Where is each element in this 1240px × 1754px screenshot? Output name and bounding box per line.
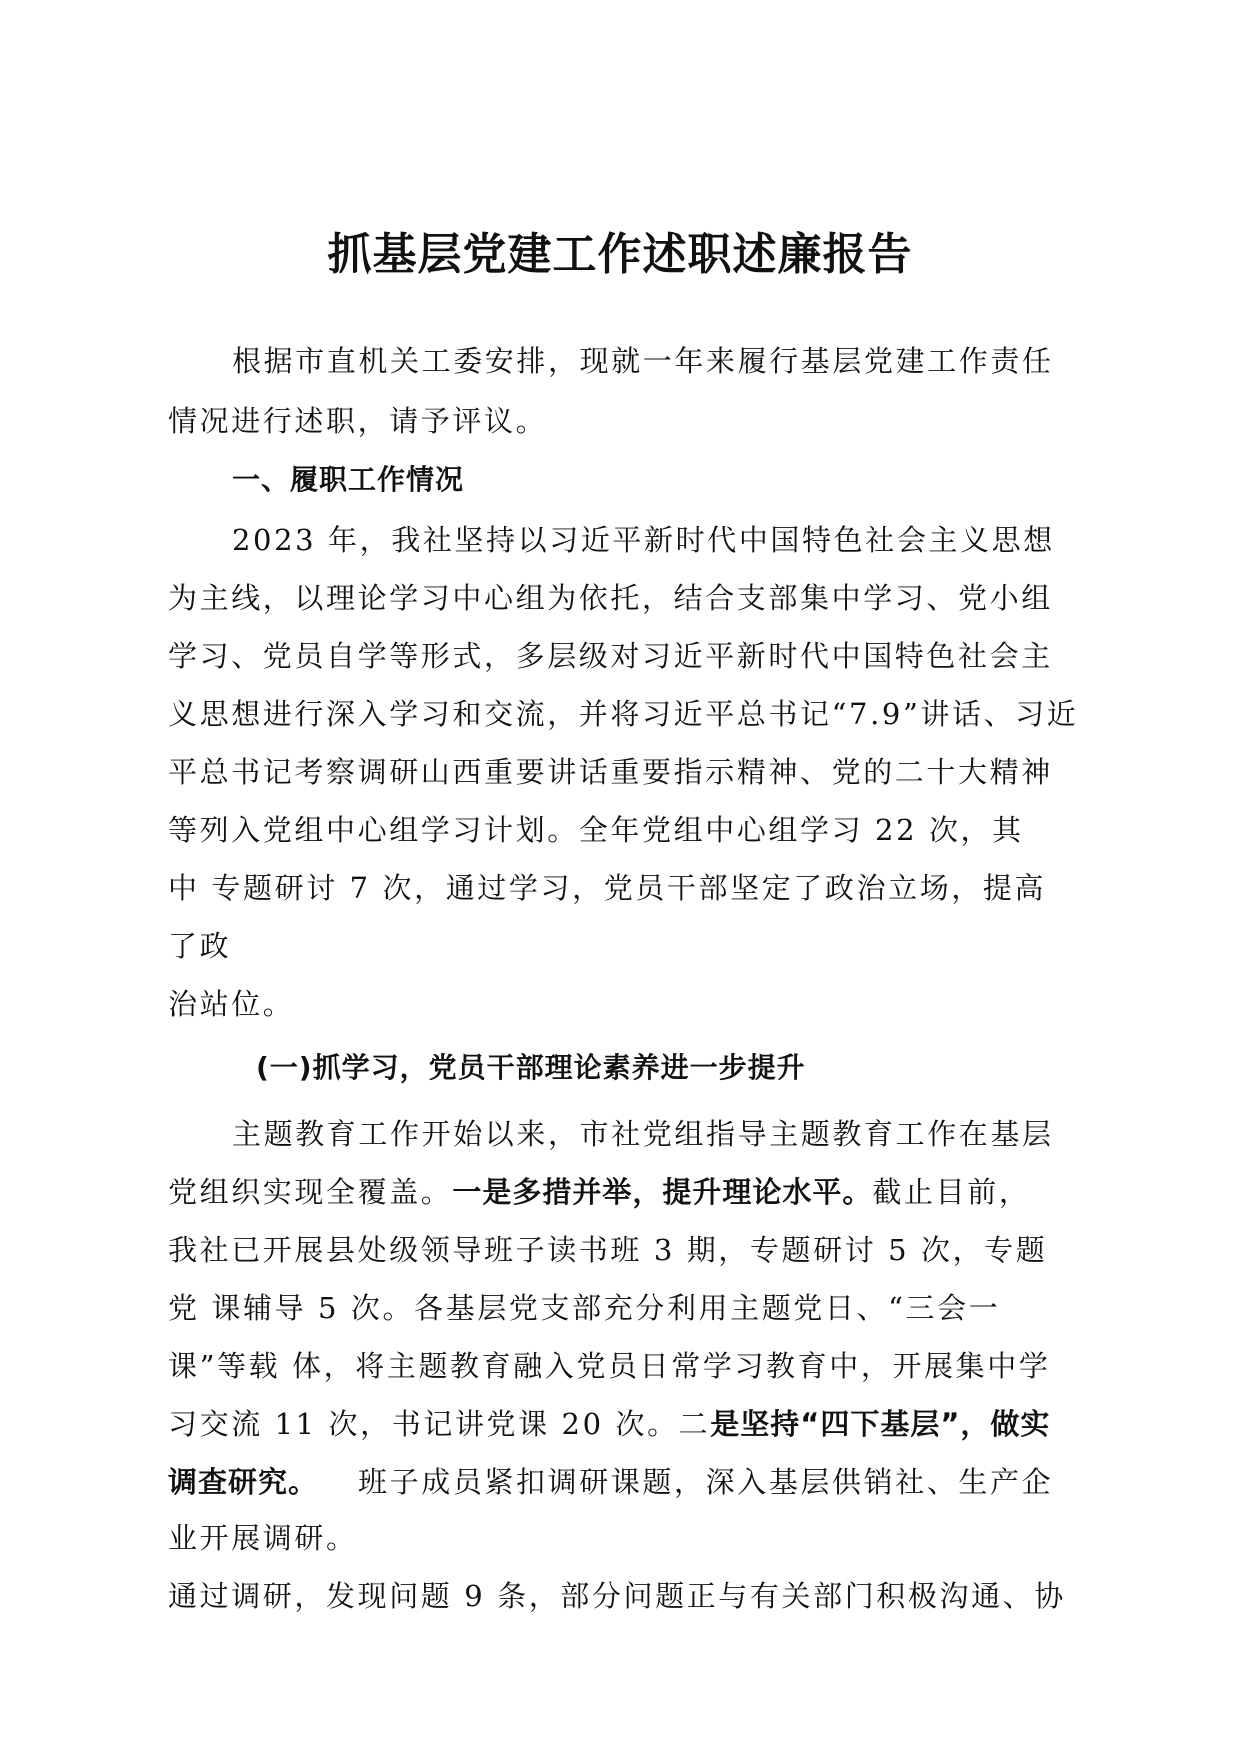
paragraph-line: 治站位。 <box>168 987 295 1021</box>
line-text: 班子成员紧扣调研课题，深入基层供销社、生产企 <box>358 1465 1054 1499</box>
paragraph-line <box>168 1174 1030 1210</box>
paragraph-line: 等列入党组中心组学习计划。全年党组中心组学习 22 次，其 <box>168 813 1024 847</box>
line-text: 习交流 11 次，书记讲党课 20 次。二 <box>168 1407 711 1441</box>
line-text: 党组织实现全覆盖。 <box>168 1175 453 1209</box>
paragraph-line: 根据市直机关工委安排，现就一年来履行基层党建工作责任 <box>232 344 1054 378</box>
paragraph-line: 为主线，以理论学习中心组为依托，结合支部集中学习、党小组 <box>168 581 1053 615</box>
bold-phrase: 是坚持“四下基层”，做实 <box>710 1407 1051 1441</box>
paragraph-line: 业开展调研。 <box>168 1521 358 1555</box>
paragraph-line: 我社已开展县处级领导班子读书班 3 期，专题研讨 5 次，专题 <box>168 1233 1048 1267</box>
bold-phrase: 一是多措并举，提升理论水平。 <box>452 1175 873 1209</box>
paragraph-line <box>168 1406 1050 1442</box>
paragraph-line: 中 专题研讨 7 次，通过学习，党员干部坚定了政治立场，提高 <box>168 871 1047 905</box>
section-heading: 一、履职工作情况 <box>232 463 465 496</box>
paragraph-line: 了政 <box>168 929 232 963</box>
paragraph-line: 党 课辅导 5 次。各基层党支部充分利用主题党日、“三会一 <box>168 1291 1001 1325</box>
bold-phrase: 调查研究。 <box>168 1465 319 1499</box>
paragraph-line: 通过调研，发现问题 9 条，部分问题正与有关部门积极沟通、协 <box>168 1579 1066 1613</box>
paragraph-line <box>168 1464 1053 1500</box>
paragraph-line: 情况进行述职，请予评议。 <box>168 404 548 438</box>
subsection-heading: (一)抓学习，党员干部理论素养进一步提升 <box>256 1051 806 1084</box>
paragraph-line: 主题教育工作开始以来，市社党组指导主题教育工作在基层 <box>232 1117 1054 1151</box>
paragraph-line: 2023 年，我社坚持以习近平新时代中国特色社会主义思想 <box>232 523 1055 557</box>
paragraph-line: 义思想进行深入学习和交流，并将习近平总书记“7.9”讲话、习近 <box>168 697 1079 731</box>
paragraph-line: 学习、党员自学等形式，多层级对习近平新时代中国特色社会主 <box>168 639 1053 673</box>
paragraph-line: 平总书记考察调研山西重要讲话重要指示精神、党的二十大精神 <box>168 755 1053 789</box>
document-title: 抓基层党建工作述职述廉报告 <box>327 229 913 280</box>
line-text: 截止目前， <box>872 1175 1031 1209</box>
paragraph-line: 课”等载 体，将主题教育融入党员日常学习教育中，开展集中学 <box>168 1349 1051 1383</box>
